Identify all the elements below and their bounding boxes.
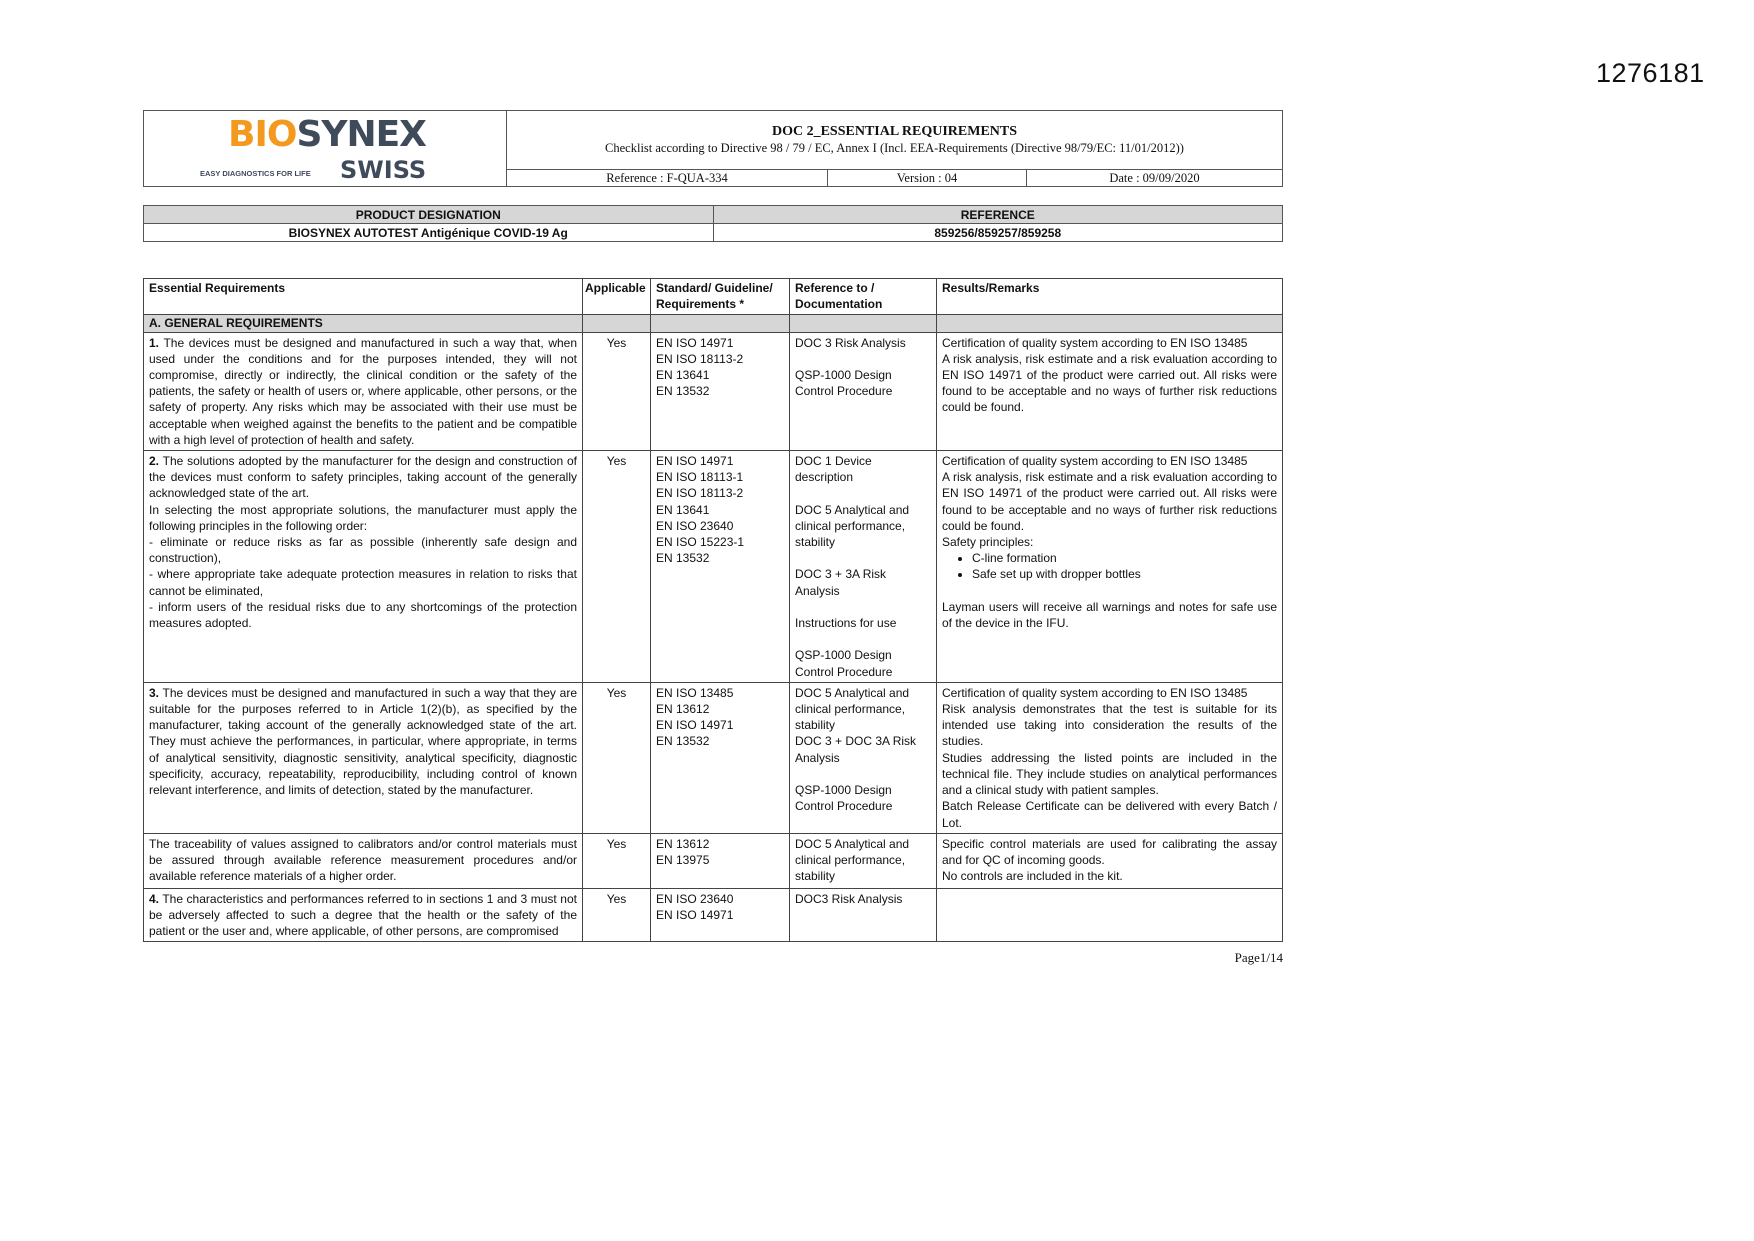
table-row — [144, 682, 1283, 833]
remarks: Specific control materials are used for calibrating the assay and for QC of incoming goods. No controls are included in the kit. — [937, 833, 1283, 888]
applicable: Yes — [583, 682, 651, 833]
requirement-number: 3. — [149, 685, 160, 700]
list-item: • C-line formation — [972, 550, 1277, 566]
document-subtitle: Checklist according to Directive 98 / 79 / EC, Annex I (Incl. EEA-Requirements (Directive 98/79/EC: 11/01/2012)) — [605, 141, 1184, 155]
documentation: DOC 5 Analytical and clinical performance, stability DOC 3 + DOC 3A Risk Analysis QSP-1000 Design Control Procedure — [790, 682, 937, 833]
logo-brand: BIOSYNEX — [228, 114, 426, 155]
reference-label: REFERENCE — [713, 206, 1283, 224]
standards: EN ISO 13485 EN 13612 EN ISO 14971 EN 13532 — [651, 682, 790, 833]
requirement-text: 4. The characteristics and performances referred to in sections 1 and 3 must not be adversely affected to such a degree that the health or the safety of the patient or the user and, where applicable, of other persons, are compromised — [144, 888, 583, 942]
list-item: • Safe set up with dropper bottles — [972, 566, 1277, 582]
logo-sub: SWISS — [340, 156, 427, 184]
section-heading: A. GENERAL REQUIREMENTS — [144, 315, 583, 332]
documentation: DOC 3 Risk Analysis QSP-1000 Design Control Procedure — [790, 332, 937, 450]
table-row — [144, 888, 1283, 942]
col-header: Essential Requirements — [144, 279, 583, 315]
product-table — [143, 205, 1283, 242]
col-header: Applicable — [583, 279, 651, 315]
requirement-number: 2. — [149, 454, 160, 469]
biosynex-logo — [144, 111, 507, 186]
standards: EN ISO 23640 EN ISO 14971 — [651, 888, 790, 942]
requirements-section — [143, 278, 1283, 966]
requirement-text: 3. The devices must be designed and manufactured in such a way that they are suitable for the purposes referred to in Article 1(2)(b), as specified by the manufacturer, taking account of the generally acknowledged state of the art. They must achieve the performances, in particular, where appropriate, in terms of analytical sensitivity, diagnostic sensitivity, analytical specificity, diagnostic specificity, accuracy, repeatability, reproducibility, including control of known relevant interference, and limits of detection, stated by the manufacturer. — [144, 682, 583, 833]
date: Date : 09/09/2020 — [1109, 171, 1200, 185]
requirement-number: 4. — [149, 891, 160, 906]
requirement-number: 1. — [149, 335, 160, 350]
product-designation: BIOSYNEX AUTOTEST Antigénique COVID-19 Ag — [144, 224, 714, 242]
remarks — [937, 888, 1283, 942]
col-header: Reference to / Documentation — [790, 279, 937, 315]
table-row — [144, 451, 1283, 683]
requirement-text: 2. The solutions adopted by the manufacturer for the design and construction of the devices must conform to safety principles, taking account of the generally acknowledged state of the art. In selecting the most appropriate solutions, the manufacturer must apply the following principles in the following order: - eliminate or reduce risks as far as possible (inherently safe design and construction), - where appropriate take adequate protection measures in relation to risks that cannot be eliminated, - inform users of the residual risks due to any shortcomings of the protection measures adopted. — [144, 451, 583, 683]
remarks-note: Layman users will receive all warnings and notes for safe use of the device in the IFU. — [942, 599, 1277, 630]
product-reference: 859256/859257/859258 — [713, 224, 1283, 242]
remarks: Certification of quality system according to EN ISO 13485 Risk analysis demonstrates that the test is suitable for its intended use taking into consideration the results of the studies. Studies addressing the listed points are included in the technical file. They include studies on analytical performances and a clinical study with patient samples. Batch Release Certificate can be delivered with every Batch / Lot. — [937, 682, 1283, 833]
document-header — [143, 110, 1283, 187]
applicable: Yes — [583, 451, 651, 683]
table-row — [144, 332, 1283, 450]
documentation: DOC 1 Device description DOC 5 Analytical and clinical performance, stability DOC 3 + 3A Risk Analysis Instructions for use QSP-1000 Design Control Procedure — [790, 451, 937, 683]
remarks: Certification of quality system according to EN ISO 13485 A risk analysis, risk estimate and a risk evaluation according to EN ISO 14971 of the product were carried out. All risks were found to be acceptable and no ways of further risk reductions could be found. — [937, 332, 1283, 450]
table-row — [144, 833, 1283, 888]
page-number: Page1/14 — [1234, 950, 1283, 966]
requirements-table — [143, 278, 1283, 942]
logo-tagline: EASY DIAGNOSTICS FOR LIFE — [200, 169, 311, 178]
applicable: Yes — [583, 888, 651, 942]
standards: EN ISO 14971 EN ISO 18113-1 EN ISO 18113-2 EN 13641 EN ISO 23640 EN ISO 15223-1 EN 13532 — [651, 451, 790, 683]
applicable: Yes — [583, 833, 651, 888]
requirement-text: 1. The devices must be designed and manufactured in such a way that, when used under the conditions and for the purposes intended, they will not compromise, directly or indirectly, the clinical condition or the safety of the patients, the safety or health of users or, where applicable, other persons, or the safety of property. Any risks which may be associated with their use must be acceptable when weighed against the benefits to the patient and be compatible with a high level of protection of health and safety. — [144, 332, 583, 450]
product-designation-label: PRODUCT DESIGNATION — [144, 206, 714, 224]
version: Version : 04 — [828, 170, 1027, 186]
document-title: DOC 2_ESSENTIAL REQUIREMENTS — [771, 124, 1018, 139]
standards: EN 13612 EN 13975 — [651, 833, 790, 888]
remarks: Certification of quality system according to EN ISO 13485 A risk analysis, risk estimate and a risk evaluation according to EN ISO 14971 of the product were carried out. All risks were found to be acceptable and no ways of further risk reductions could be found. Safety principles: • C-line formation • Safe set up with dropper bottles Layman users will receive all warnings and notes for safe use of the device in the IFU. — [937, 451, 1283, 683]
documentation: DOC 5 Analytical and clinical performance, stability — [790, 833, 937, 888]
document-number: 1276181 — [1596, 58, 1705, 88]
safety-principles-list — [942, 550, 1277, 582]
reference: Reference : F-QUA-334 — [507, 170, 828, 186]
col-header: Results/Remarks — [937, 279, 1283, 315]
col-header: Standard/ Guideline/ Requirements * — [651, 279, 790, 315]
requirement-text: The traceability of values assigned to calibrators and/or control materials must be assured through available reference measurement procedures and/or available reference materials of a higher order. — [144, 833, 583, 888]
applicable: Yes — [583, 332, 651, 450]
standards: EN ISO 14971 EN ISO 18113-2 EN 13641 EN 13532 — [651, 332, 790, 450]
documentation: DOC3 Risk Analysis — [790, 888, 937, 942]
